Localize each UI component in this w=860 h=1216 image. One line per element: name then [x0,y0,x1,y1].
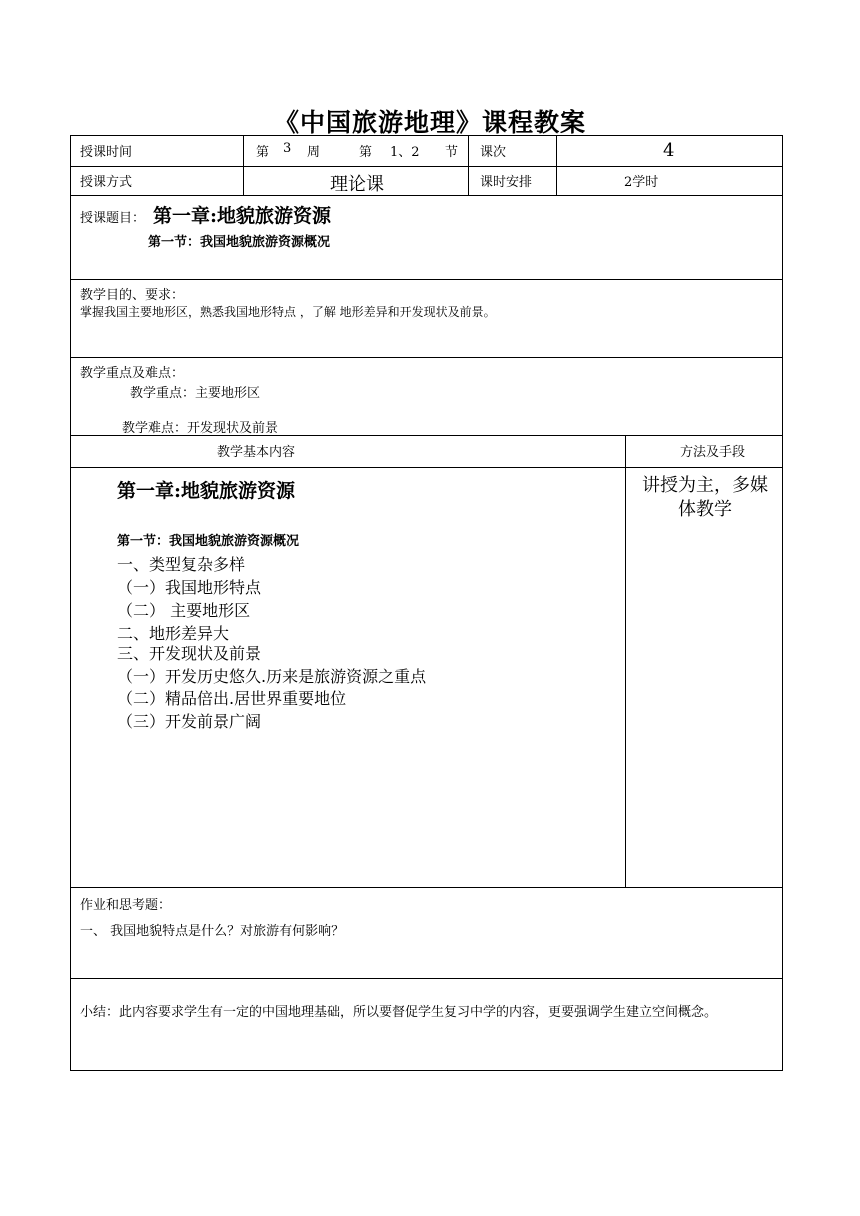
content-item: （一）我国地形特点 [117,578,262,597]
content-item: （二） 主要地形区 [117,601,251,620]
week-prefix: 第 [256,145,270,160]
content-item: 二、地形差异大 [117,624,230,643]
row-divider [70,467,783,468]
keypoints-label: 教学重点及难点： [80,366,185,381]
row-divider [70,166,783,167]
week-number: 3 [283,141,292,156]
objectives-label: 教学目的、要求： [80,288,185,303]
section-suffix: 节 [445,145,459,160]
content-item: 三、开发现状及前景 [117,644,262,663]
time-label: 授课时间 [80,145,133,160]
topic-chapter: 第一章:地貌旅游资源 [153,205,332,227]
row-divider [70,195,783,196]
hours-label: 课时安排 [480,175,533,190]
hours-value: 2学时 [624,175,659,190]
lesson-label: 课次 [480,145,507,160]
content-item: （二）精品倍出.居世界重要地位 [117,689,347,708]
content-item: （三）开发前景广阔 [117,712,262,731]
col-divider [243,135,244,195]
content-item: （一）开发历史悠久.历来是旅游资源之重点 [117,667,427,686]
col-divider [556,135,557,195]
row-divider [70,357,783,358]
week-suffix: 周 [307,145,321,160]
page-title: 《中国旅游地理》课程教案 [273,108,586,137]
row-divider [70,978,783,979]
lesson-value: 4 [663,140,675,161]
method-column-header: 方法及手段 [680,445,746,460]
col-divider [625,435,626,887]
homework-question: 一、 我国地貌特点是什么？对旅游有何影响？ [80,924,345,939]
focus-text: 教学重点：主要地形区 [130,386,261,401]
objectives-text: 掌握我国主要地形区，熟悉我国地形特点 ，了解 地形差异和开发现状及前景。 [80,305,496,319]
method-value: 理论课 [330,174,384,195]
topic-section: 第一节：我国地貌旅游资源概况 [148,235,331,250]
section-prefix: 第 [359,145,373,160]
method-label: 授课方式 [80,175,133,190]
content-section: 第一节：我国地貌旅游资源概况 [117,534,300,549]
content-column-header: 教学基本内容 [217,445,296,460]
row-divider [70,887,783,888]
homework-label: 作业和思考题： [80,898,172,913]
section-number: 1、2 [390,145,420,160]
difficulty-text: 教学难点：开发现状及前景 [122,421,279,436]
topic-label: 授课题目： [80,211,146,226]
row-divider [70,279,783,280]
method-text: 讲授为主，多媒体教学 [642,475,768,520]
summary-text: 小结：此内容要求学生有一定的中国地理基础，所以要督促学生复习中学的内容，更要强调学生建立空间概念。 [80,1005,718,1020]
col-divider [468,135,469,195]
content-item: 一、类型复杂多样 [117,555,246,574]
content-chapter: 第一章:地貌旅游资源 [117,480,296,502]
